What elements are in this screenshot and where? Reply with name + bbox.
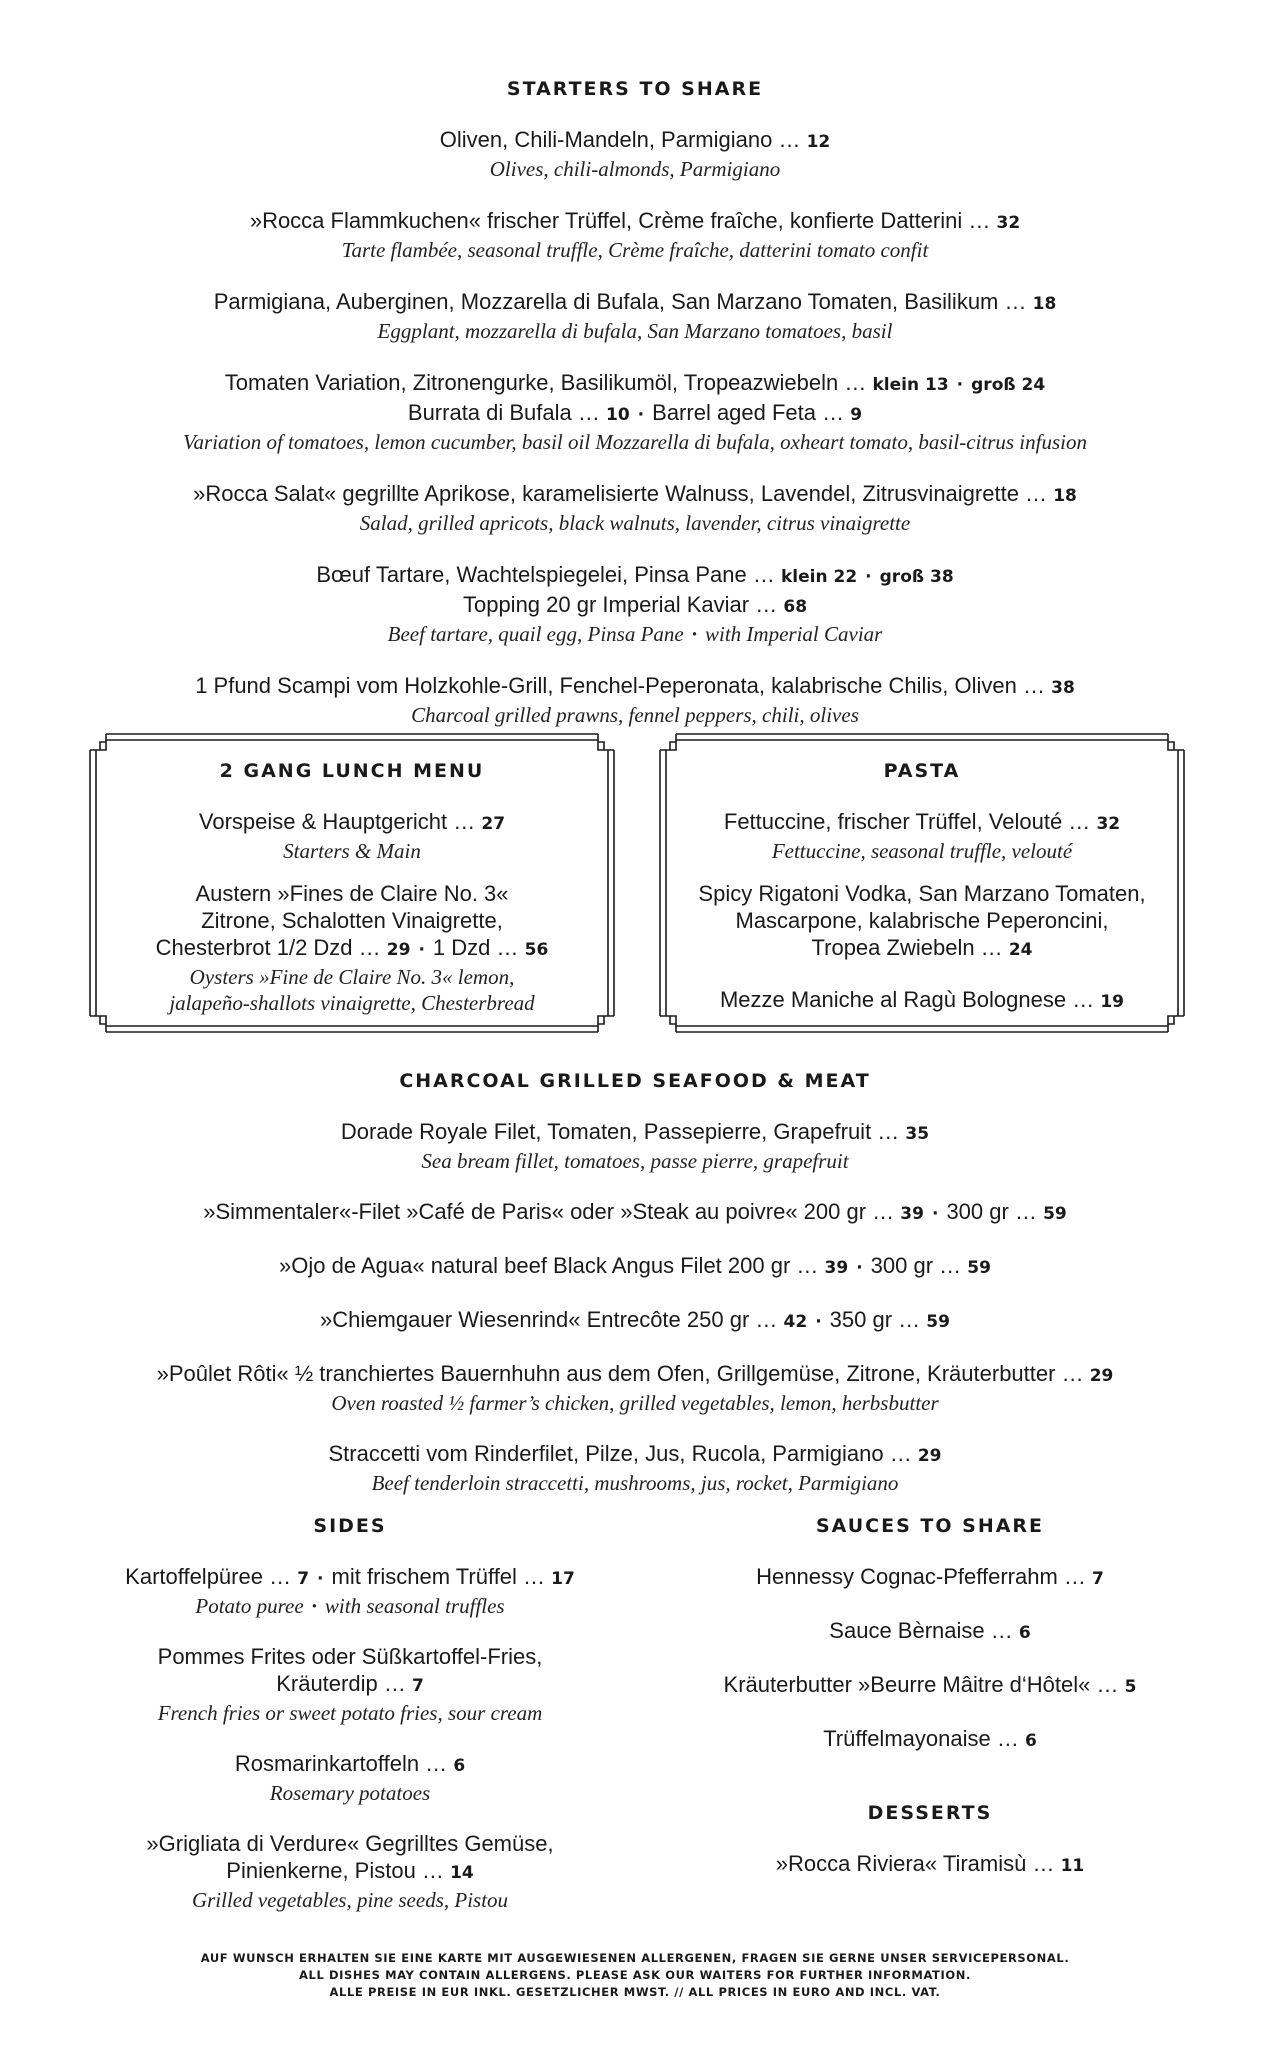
item-name: »Chiemgauer Wiesenrind« Entrecôte 250 gr … xyxy=(320,1307,778,1332)
menu-item xyxy=(640,1617,1220,1647)
item-translation: Starters & Main xyxy=(283,839,421,863)
item-price: 5 xyxy=(1124,1677,1137,1697)
item-price: 12 xyxy=(806,132,831,152)
item-name: Burrata di Bufala … xyxy=(407,400,600,425)
menu-item-tartare: Bœuf Tartare, Wachtelspiegelei, Pinsa Pane … klein 22 · groß 38 Topping 20 gr Imperial Kaviar … 68 Beef tartare, quail egg, Pinsa Pane · with Imperial Caviar xyxy=(316,562,954,646)
menu-item xyxy=(654,808,1190,864)
item-price: 59 xyxy=(926,1312,950,1332)
menu-item xyxy=(84,808,620,864)
item-price: 27 xyxy=(481,814,506,834)
item-name: Mezze Maniche al Ragù Bolognese … xyxy=(719,987,1095,1012)
item-price: 7 xyxy=(1092,1569,1104,1589)
item-name: »Ojo de Agua« natural beef Black Angus Filet 200 gr … xyxy=(279,1253,819,1278)
item-price-large: groß 24 xyxy=(971,375,1046,395)
item-price: 29 xyxy=(917,1446,942,1466)
item-name: Fettuccine, frischer Trüffel, Velouté … xyxy=(723,809,1091,834)
item-price: 6 xyxy=(453,1756,466,1776)
item-translation: Oven roasted ½ farmer’s chicken, grilled vegetables, lemon, herbsbutter xyxy=(331,1391,939,1415)
grill-section xyxy=(0,1070,1270,1496)
item-name: Hennessy Cognac-Pfefferrahm … xyxy=(756,1564,1086,1589)
sauces-section xyxy=(640,1515,1220,1880)
item-name: Chesterbrot 1/2 Dzd … xyxy=(155,935,381,960)
item-translation: Oysters »Fine de Claire No. 3« lemon, xyxy=(189,965,515,989)
item-price: 14 xyxy=(450,1863,474,1883)
sides-section xyxy=(60,1515,640,1913)
item-price: 19 xyxy=(1100,992,1124,1012)
menu-item xyxy=(640,1563,1220,1593)
item-price: 6 xyxy=(1024,1731,1037,1751)
item-name: Oliven, Chili-Mandeln, Parmigiano … xyxy=(439,127,801,152)
item-price: 7 xyxy=(297,1569,310,1589)
item-name: Tropea Zwiebeln … xyxy=(811,935,1003,960)
item-name: Vorspeise & Hauptgericht … xyxy=(198,809,476,834)
menu-item xyxy=(0,126,1270,182)
item-price-small: klein 13 xyxy=(872,375,949,395)
menu-item xyxy=(640,1725,1220,1755)
item-name: »Simmentaler«-Filet »Café de Paris« oder »Steak au poivre« 200 gr … xyxy=(203,1199,895,1224)
item-translation: with Imperial Caviar xyxy=(705,622,883,646)
lunch-heading: 2 GANG LUNCH MENU xyxy=(219,760,485,782)
item-price: 18 xyxy=(1053,486,1077,506)
item-name: Dorade Royale Filet, Tomaten, Passepierre, Grapefruit … xyxy=(340,1119,900,1144)
item-name: Pommes Frites oder Süßkartoffel-Fries, xyxy=(157,1644,543,1669)
menu-item: »Ojo de Agua« natural beef Black Angus Filet 200 gr … 39 · 300 gr … 59 xyxy=(279,1253,991,1278)
item-translation: Fettuccine, seasonal truffle, velouté xyxy=(771,839,1073,863)
footer-line: ALLE PREISE IN EUR INKL. GESETZLICHER MWST. // ALL PRICES IN EURO AND INCL. VAT. xyxy=(329,1985,941,1999)
item-translation: Olives, chili-almonds, Parmigiano xyxy=(489,157,781,181)
menu-item xyxy=(0,1118,1270,1174)
item-price: 17 xyxy=(551,1569,575,1589)
item-price: 10 xyxy=(606,405,630,425)
item-translation: Beef tenderloin straccetti, mushrooms, jus, rocket, Parmigiano xyxy=(371,1471,899,1495)
item-translation: Eggplant, mozzarella di bufala, San Marzano tomatoes, basil xyxy=(377,319,893,343)
item-translation: Charcoal grilled prawns, fennel peppers, chili, olives xyxy=(411,703,859,727)
item-price: 18 xyxy=(1032,294,1057,314)
menu-item xyxy=(60,1750,640,1806)
item-name: Kräuterbutter »Beurre Mâitre d‘Hôtel« … xyxy=(723,1672,1119,1697)
item-translation: Beef tartare, quail egg, Pinsa Pane xyxy=(387,622,684,646)
item-name: 350 gr … xyxy=(829,1307,921,1332)
item-price: 6 xyxy=(1018,1623,1031,1643)
item-name: Trüffelmayonaise … xyxy=(823,1726,1019,1751)
item-price: 32 xyxy=(996,213,1021,233)
item-name: »Rocca Salat« gegrillte Aprikose, karamelisierte Walnuss, Lavendel, Zitrusvinaigrette … xyxy=(193,481,1048,506)
menu-item xyxy=(654,880,1190,964)
item-name: Kräuterdip … xyxy=(276,1671,406,1696)
item-translation: Grilled vegetables, pine seeds, Pistou xyxy=(191,1888,509,1912)
item-name: Austern »Fines de Claire No. 3« xyxy=(195,881,509,906)
item-name: mit frischem Trüffel … xyxy=(331,1564,546,1589)
menu-item xyxy=(0,1440,1270,1496)
item-name: 300 gr … xyxy=(870,1253,962,1278)
menu-item xyxy=(640,1850,1220,1880)
item-translation: French fries or sweet potato fries, sour cream xyxy=(157,1701,543,1725)
item-price: 9 xyxy=(850,405,863,425)
item-price: 68 xyxy=(783,597,808,617)
menu-item xyxy=(640,1671,1220,1701)
menu-item-tomato: Tomaten Variation, Zitronengurke, Basilikumöl, Tropeazwiebeln … klein 13 · groß 24 Burrata di Bufala … 10 · Barrel aged Feta … 9 Variation of tomatoes, lemon cucumber, basil oil Mozzarella di bufala, oxheart tomato, basil-citrus infusion xyxy=(0,369,1270,455)
footer-line: ALL DISHES MAY CONTAIN ALLERGENS. PLEASE ASK OUR WAITERS FOR FURTHER INFORMATION. xyxy=(299,1968,971,1982)
sauces-heading: SAUCES TO SHARE xyxy=(815,1515,1045,1537)
item-price: 39 xyxy=(824,1258,849,1278)
item-name: Straccetti vom Rinderfilet, Pilze, Jus, Rucola, Parmigiano … xyxy=(328,1441,912,1466)
pasta-box xyxy=(654,728,1190,1038)
menu-item xyxy=(654,986,1190,1016)
menu-item xyxy=(60,1643,640,1726)
lunch-menu-box xyxy=(84,728,620,1038)
item-name: 1 Dzd … xyxy=(432,935,519,960)
pasta-heading: PASTA xyxy=(883,760,961,782)
menu-item: »Chiemgauer Wiesenrind« Entrecôte 250 gr … 42 · 350 gr … 59 xyxy=(320,1307,950,1332)
item-name: 300 gr … xyxy=(946,1199,1037,1224)
item-name: Pinienkerne, Pistou … xyxy=(226,1858,444,1883)
menu-item-oysters: Austern »Fines de Claire No. 3« Zitrone, Schalotten Vinaigrette, Chesterbrot 1/2 Dzd … 29 · 1 Dzd … 56 Oysters »Fine de Claire No. 3« lemon, jalapeño-shallots vinaigrette, Chesterbread xyxy=(84,880,620,1016)
item-translation: Variation of tomatoes, lemon cucumber, basil oil Mozzarella di bufala, oxheart tomato, basil-citrus infusion xyxy=(183,430,1087,454)
item-price: 42 xyxy=(783,1312,808,1332)
item-translation: Salad, grilled apricots, black walnuts, lavender, citrus vinaigrette xyxy=(359,511,911,535)
starters-heading: STARTERS TO SHARE xyxy=(506,78,764,100)
item-price: 35 xyxy=(905,1124,930,1144)
item-price: 11 xyxy=(1060,1856,1085,1876)
item-name: 1 Pfund Scampi vom Holzkohle-Grill, Fenchel-Peperonata, kalabrische Chilis, Oliven … xyxy=(195,673,1045,698)
item-name: »Rocca Flammkuchen« frischer Trüffel, Crème fraîche, konfierte Datterini … xyxy=(249,208,991,233)
footer-line: AUF WUNSCH ERHALTEN SIE EINE KARTE MIT AUSGEWIESENEN ALLERGENEN, FRAGEN SIE GERNE UNSER SERVICEPERSONAL. xyxy=(200,1951,1070,1965)
item-price: 29 xyxy=(386,940,411,960)
menu-item xyxy=(0,1360,1270,1416)
item-translation: with seasonal truffles xyxy=(324,1594,505,1618)
menu-item xyxy=(0,480,1270,536)
item-name: »Rocca Riviera« Tiramisù … xyxy=(775,1851,1055,1876)
item-name: Bœuf Tartare, Wachtelspiegelei, Pinsa Pane … xyxy=(316,562,775,587)
item-price: 59 xyxy=(1043,1204,1067,1224)
item-name: Kartoffelpüree … xyxy=(125,1564,292,1589)
item-name: Parmigiana, Auberginen, Mozzarella di Bufala, San Marzano Tomaten, Basilikum … xyxy=(213,289,1027,314)
menu-item: Kartoffelpüree … 7 · mit frischem Trüffel … 17 Potato puree · with seasonal truffles xyxy=(125,1564,575,1618)
item-price-small: klein 22 xyxy=(781,567,858,587)
item-translation: jalapeño-shallots vinaigrette, Chesterbread xyxy=(169,991,535,1015)
item-price-large: groß 38 xyxy=(879,567,954,587)
allergen-footer xyxy=(0,1950,1270,2001)
item-name: Tomaten Variation, Zitronengurke, Basilikumöl, Tropeazwiebeln … xyxy=(224,370,867,395)
item-name: Rosmarinkartoffeln … xyxy=(234,1751,448,1776)
item-price: 39 xyxy=(900,1204,924,1224)
item-translation: Rosemary potatoes xyxy=(269,1781,431,1805)
item-name: Mascarpone, kalabrische Peperoncini, xyxy=(735,908,1109,933)
item-price: 38 xyxy=(1051,678,1075,698)
item-name: »Poûlet Rôti« ½ tranchiertes Bauernhuhn aus dem Ofen, Grillgemüse, Zitrone, Kräuterbutter … xyxy=(156,1361,1084,1386)
item-price: 24 xyxy=(1008,940,1033,960)
menu-item xyxy=(0,672,1270,728)
item-translation: Sea bream fillet, tomatoes, passe pierre, grapefruit xyxy=(421,1149,849,1173)
item-name: Sauce Bèrnaise … xyxy=(829,1618,1013,1643)
item-name: Zitrone, Schalotten Vinaigrette, xyxy=(201,908,503,933)
item-price: 32 xyxy=(1096,814,1121,834)
menu-item xyxy=(0,288,1270,344)
item-name: »Grigliata di Verdure« Gegrilltes Gemüse, xyxy=(146,1831,554,1856)
item-name: Spicy Rigatoni Vodka, San Marzano Tomaten, xyxy=(698,881,1146,906)
item-translation: Tarte flambée, seasonal truffle, Crème fraîche, datterini tomato confit xyxy=(341,238,929,262)
starters-section xyxy=(0,78,1270,728)
item-price: 7 xyxy=(411,1676,424,1696)
item-price: 29 xyxy=(1089,1366,1114,1386)
menu-item: »Simmentaler«-Filet »Café de Paris« oder »Steak au poivre« 200 gr … 39 · 300 gr … 59 xyxy=(203,1199,1067,1224)
item-name: Topping 20 gr Imperial Kaviar … xyxy=(462,592,778,617)
item-translation: Potato puree xyxy=(195,1594,304,1618)
desserts-heading: DESSERTS xyxy=(867,1802,993,1824)
sides-heading: SIDES xyxy=(313,1515,387,1537)
item-price: 56 xyxy=(524,940,549,960)
menu-item xyxy=(60,1830,640,1913)
menu-item xyxy=(0,207,1270,263)
grill-heading: CHARCOAL GRILLED SEAFOOD & MEAT xyxy=(399,1070,871,1092)
item-price: 59 xyxy=(967,1258,991,1278)
item-name: Barrel aged Feta … xyxy=(652,400,845,425)
